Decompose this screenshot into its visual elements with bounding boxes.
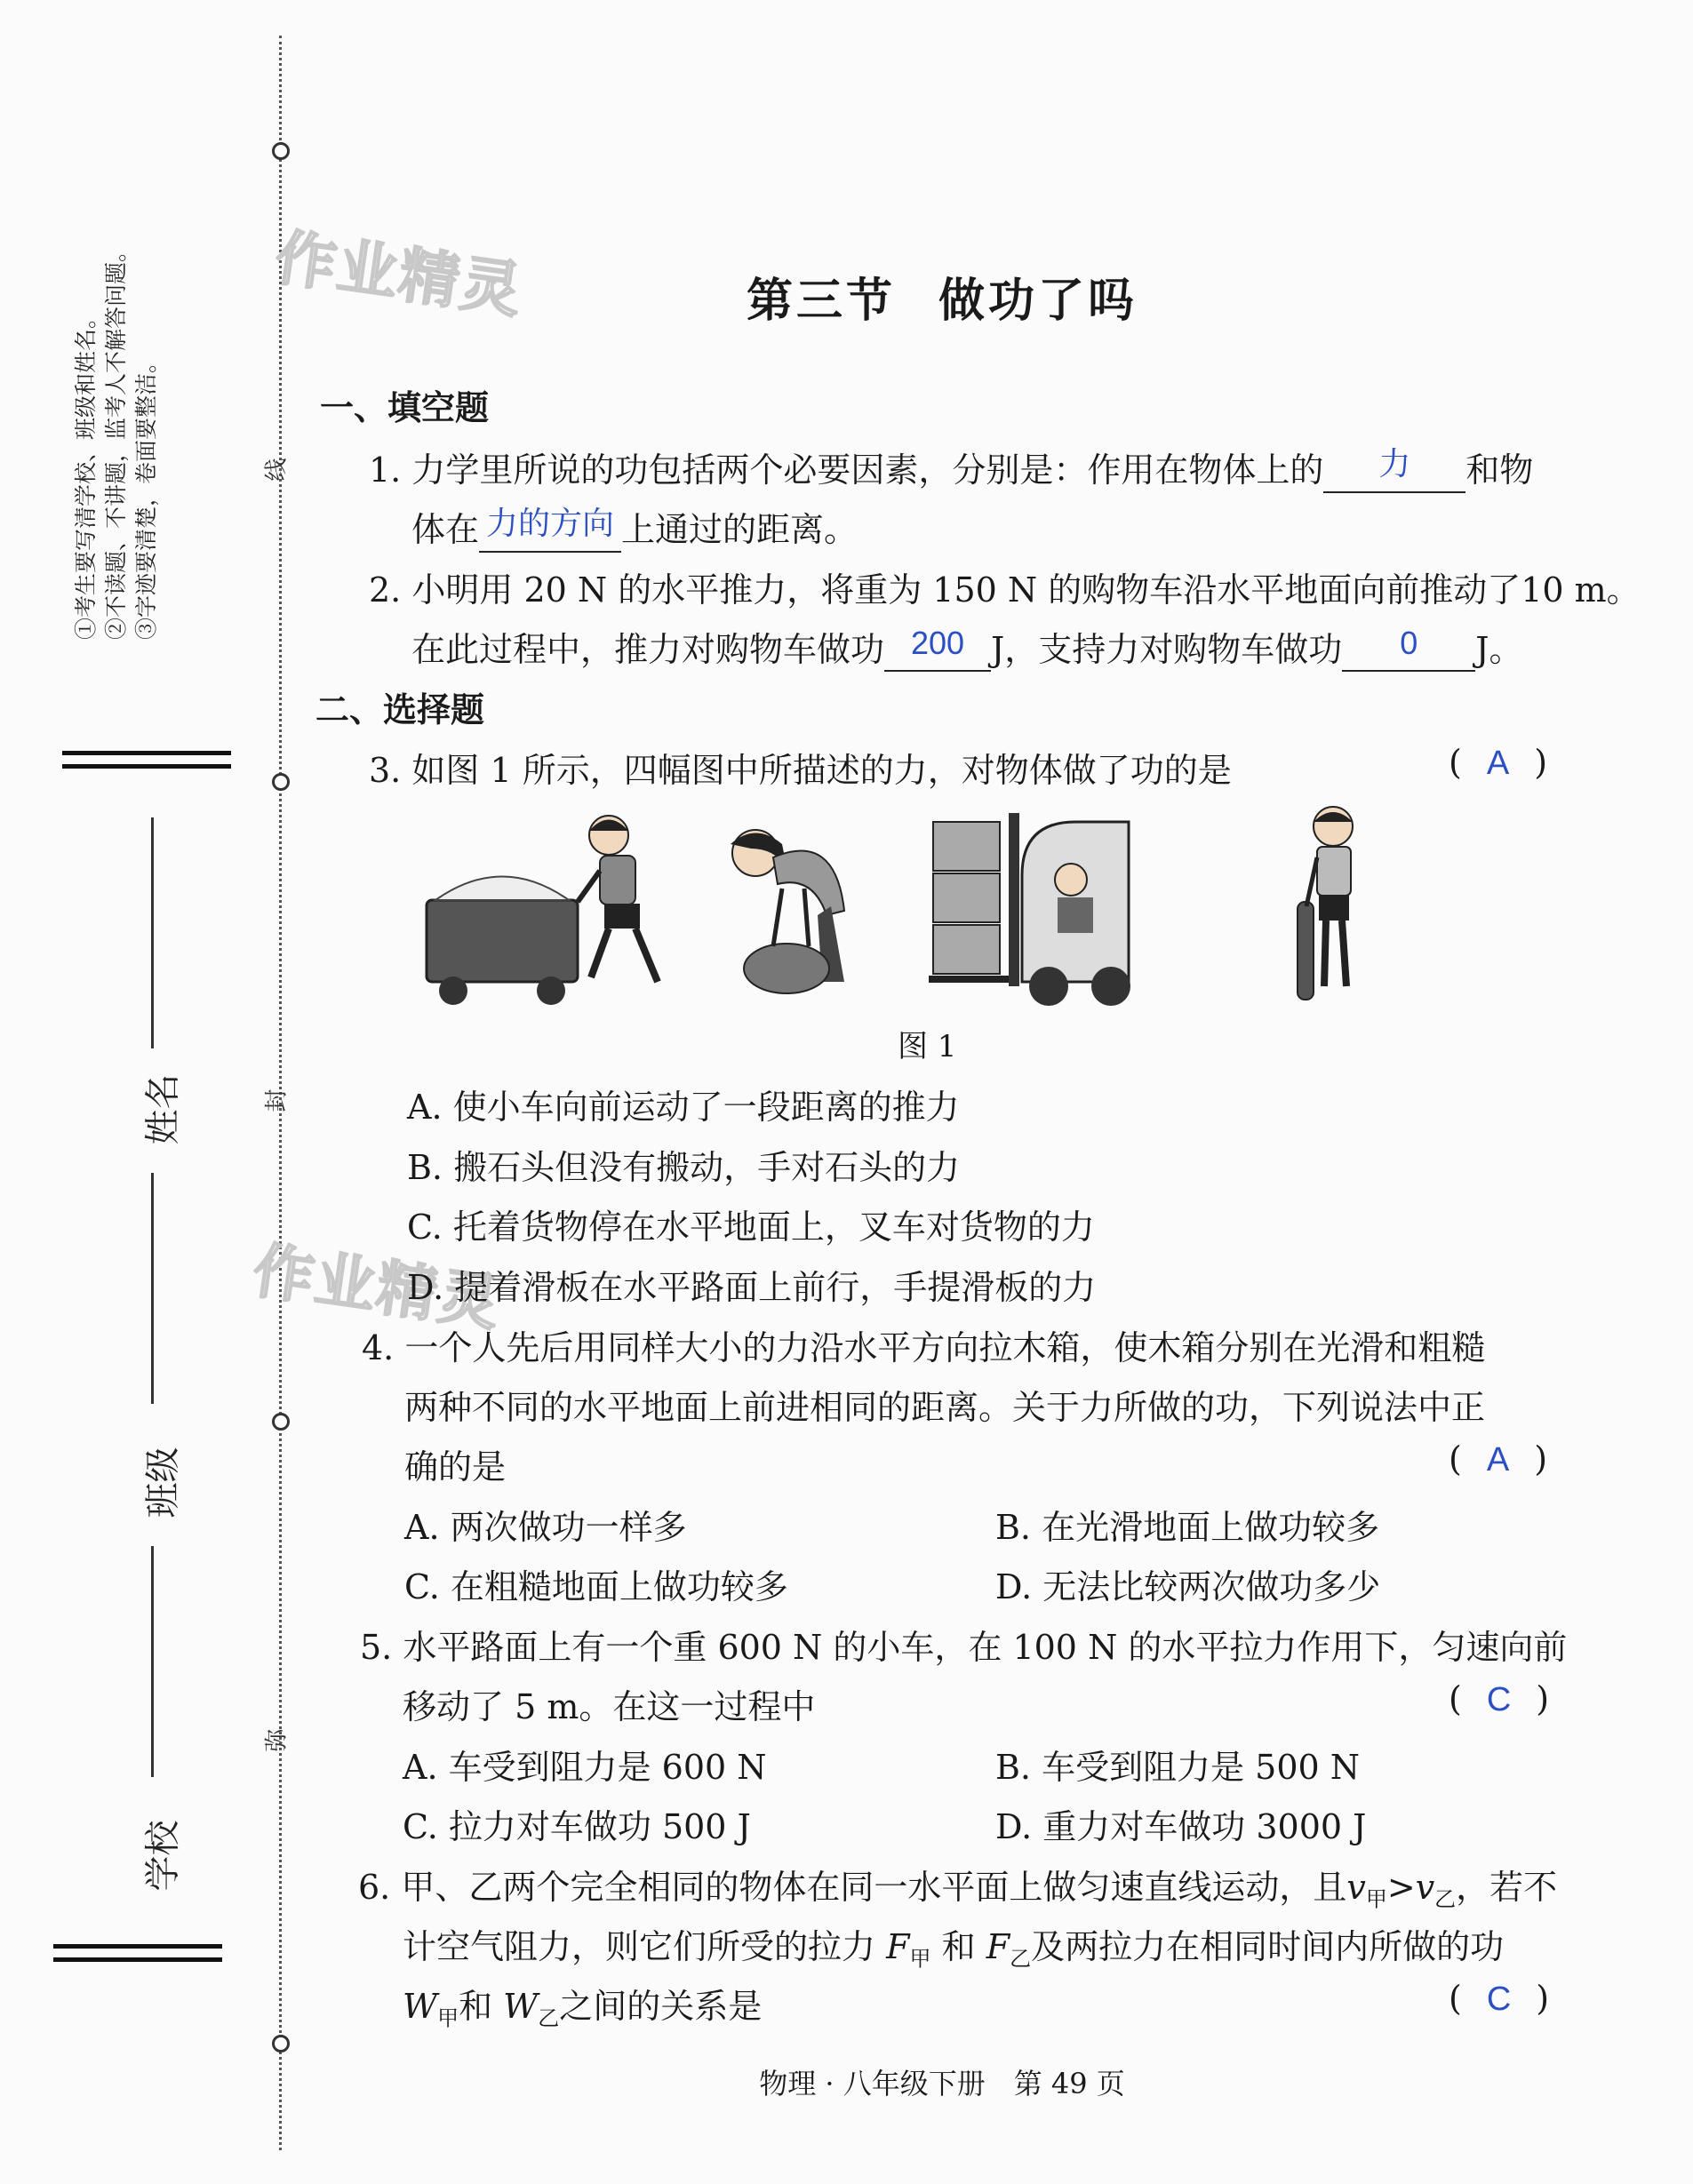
q6-answer: ( C ) (1449, 1979, 1550, 2018)
q5-option-c: C. 拉力对车做功 500 J (403, 1807, 751, 1846)
label-name: 姓名 (142, 1073, 184, 1145)
q3-option-c: C. 托着货物停在水平地面上，叉车对货物的力 (407, 1208, 1095, 1247)
question-6-line-1 (358, 1860, 1557, 1913)
note-1: ①考生要写清学校、班级和姓名。 (73, 306, 99, 640)
q6-v-symbol-2: v (1415, 1868, 1435, 1907)
q4-answer: ( A ) (1449, 1439, 1548, 1479)
q3-option-b: B. 搬石头但没有搬动，手对石头的力 (407, 1148, 961, 1187)
q1-answer-1: 力 (1323, 446, 1465, 493)
page-title (0, 263, 1693, 330)
q5-option-a: A. 车受到阻力是 600 N (403, 1748, 767, 1787)
q4-text-1: 一个人先后用同样大小的力沿水平方向拉木箱，使木箱分别在光滑和粗糙 (404, 1328, 1486, 1367)
figure-1 (418, 804, 1440, 1013)
q6-text-2a: 计空气阻力，则它们所受的拉力 (403, 1927, 876, 1966)
watermark: 作业精灵 (271, 222, 528, 328)
q3-option-d: D. 提着滑板在水平路面上前行，手提滑板的力 (407, 1268, 1097, 1307)
question-4-line-1 (362, 1320, 1485, 1369)
boy-with-skateboard-illustration (1298, 807, 1353, 1000)
question-2-line-2 (411, 622, 1523, 672)
forklift-illustration (929, 813, 1130, 1006)
q6-he: 和 (941, 1927, 976, 1966)
q4-option-c: C. 在粗糙地面上做功较多 (404, 1567, 788, 1606)
figure-caption: 图 1 (898, 1029, 957, 1064)
q6-v-symbol: v (1346, 1868, 1366, 1907)
label-school: 学校 (142, 1820, 184, 1892)
q2-number: 2. (369, 570, 402, 610)
q5-option-b: B. 车受到阻力是 500 N (995, 1748, 1361, 1787)
q6-sub-jia-2: 甲 (909, 1946, 931, 1972)
q1-text-b: 和物 (1465, 450, 1534, 490)
note-3: ③字迹要清楚，卷面要整洁。 (133, 350, 159, 640)
section-heading-choice: 二、选择题 (315, 690, 485, 729)
q6-sub-yi-2: 乙 (1010, 1946, 1032, 1972)
watermark: 作业精灵 (249, 1235, 506, 1341)
section-heading-fill: 一、填空题 (320, 388, 490, 427)
page-footer: 物理 · 八年级下册 第 49 页 (759, 2067, 1125, 2100)
q6-text-2b: 及两拉力在相同时间内所做的功 (1031, 1927, 1505, 1966)
divider-bar (53, 1944, 222, 1949)
lifting-rock-illustration (731, 830, 844, 993)
q4-text-3: 确的是 (404, 1447, 507, 1487)
note-2: ②不读题、不讲题，监考人不解答问题。 (103, 239, 129, 640)
q4-option-a: A. 两次做功一样多 (404, 1508, 687, 1547)
q6-line-3 (403, 1979, 762, 2032)
q5-number: 5. (360, 1628, 393, 1667)
divider-bar (62, 764, 231, 769)
q1-answer-2: 力的方向 (479, 506, 621, 553)
q2-text-a: 在此过程中，推力对购物车做功 (411, 630, 885, 669)
q6-sub-yi-3: 乙 (538, 2005, 560, 2031)
title-text: 做功了吗 (938, 275, 1138, 328)
title-section: 第三节 (746, 275, 896, 328)
q2-text-b: J，支持力对购物车做功 (991, 630, 1343, 669)
q1-text-a: 力学里所说的功包括两个必要因素，分别是：作用在物体上的 (411, 450, 1324, 490)
question-1-line-2 (411, 502, 858, 553)
q6-sub-jia-3: 甲 (437, 2005, 459, 2031)
q6-W-symbol: W (403, 1987, 438, 2026)
q1-text-c: 体在 (411, 510, 480, 549)
divider-bar (62, 751, 231, 755)
question-1-line-1 (369, 442, 1533, 493)
q2-answer-2: 0 (1342, 632, 1475, 672)
q6-line-2 (403, 1919, 1504, 1973)
q4-option-b: B. 在光滑地面上做功较多 (995, 1508, 1380, 1547)
q2-text-c: J。 (1475, 630, 1523, 669)
q3-answer: ( A ) (1449, 743, 1548, 782)
q5-option-d: D. 重力对车做功 3000 J (995, 1807, 1367, 1846)
q6-number: 6. (358, 1868, 391, 1907)
name-line (151, 817, 154, 1048)
school-line (151, 1546, 154, 1777)
q4-number: 4. (362, 1328, 395, 1367)
q4-text-2: 两种不同的水平地面上前进相同的距离。关于力所做的功，下列说法中正 (404, 1388, 1486, 1427)
binding-hole (272, 773, 290, 791)
q4-option-d: D. 无法比较两次做功多少 (995, 1567, 1381, 1606)
q6-sub-jia: 甲 (1365, 1886, 1387, 1912)
q5-answer: ( C ) (1449, 1679, 1550, 1718)
pushing-cart-illustration (427, 816, 658, 1005)
binding-hole (272, 2035, 290, 2052)
binding-hole (272, 142, 290, 160)
q6-W-symbol-2: W (503, 1987, 539, 2026)
class-line (151, 1173, 154, 1404)
label-class: 班级 (142, 1447, 184, 1518)
seal-char-mi: 弥 (263, 1728, 291, 1752)
q2-answer-1: 200 (884, 632, 991, 672)
q1-text-d: 上通过的距离。 (621, 510, 858, 549)
binding-hole (272, 1413, 290, 1431)
seal-char-seal: 封 (263, 1088, 291, 1112)
q3-number: 3. (369, 751, 402, 790)
divider-bar (53, 1957, 222, 1962)
question-2-line-1 (369, 562, 1641, 611)
q6-text-1b: ，若不 (1456, 1868, 1558, 1907)
question-3 (369, 743, 1232, 792)
q6-sub-yi: 乙 (1434, 1886, 1457, 1912)
q6-F-symbol-2: F (986, 1927, 1010, 1966)
q6-text-1a: 甲、乙两个完全相同的物体在同一水平面上做匀速直线运动，且 (401, 1868, 1347, 1907)
seal-char-line: 线 (263, 458, 291, 482)
q6-gt: > (1386, 1868, 1416, 1907)
q6-he-2: 和 (459, 1987, 493, 2026)
q3-text: 如图 1 所示，四幅图中所描述的力，对物体做了功的是 (411, 751, 1232, 790)
q6-F-symbol: F (886, 1927, 910, 1966)
q2-text: 小明用 20 N 的水平推力，将重为 150 N 的购物车沿水平地面向前推动了10 m。 (411, 570, 1641, 610)
q5-text-1: 水平路面上有一个重 600 N 的小车，在 100 N 的水平拉力作用下，匀速向前 (403, 1628, 1568, 1667)
q1-number: 1. (369, 450, 402, 490)
question-5-line-1 (360, 1620, 1567, 1669)
q6-text-3b: 之间的关系是 (559, 1987, 763, 2026)
q5-text-2: 移动了 5 m。在这一过程中 (403, 1687, 816, 1726)
q3-option-a: A. 使小车向前运动了一段距离的推力 (407, 1088, 960, 1127)
